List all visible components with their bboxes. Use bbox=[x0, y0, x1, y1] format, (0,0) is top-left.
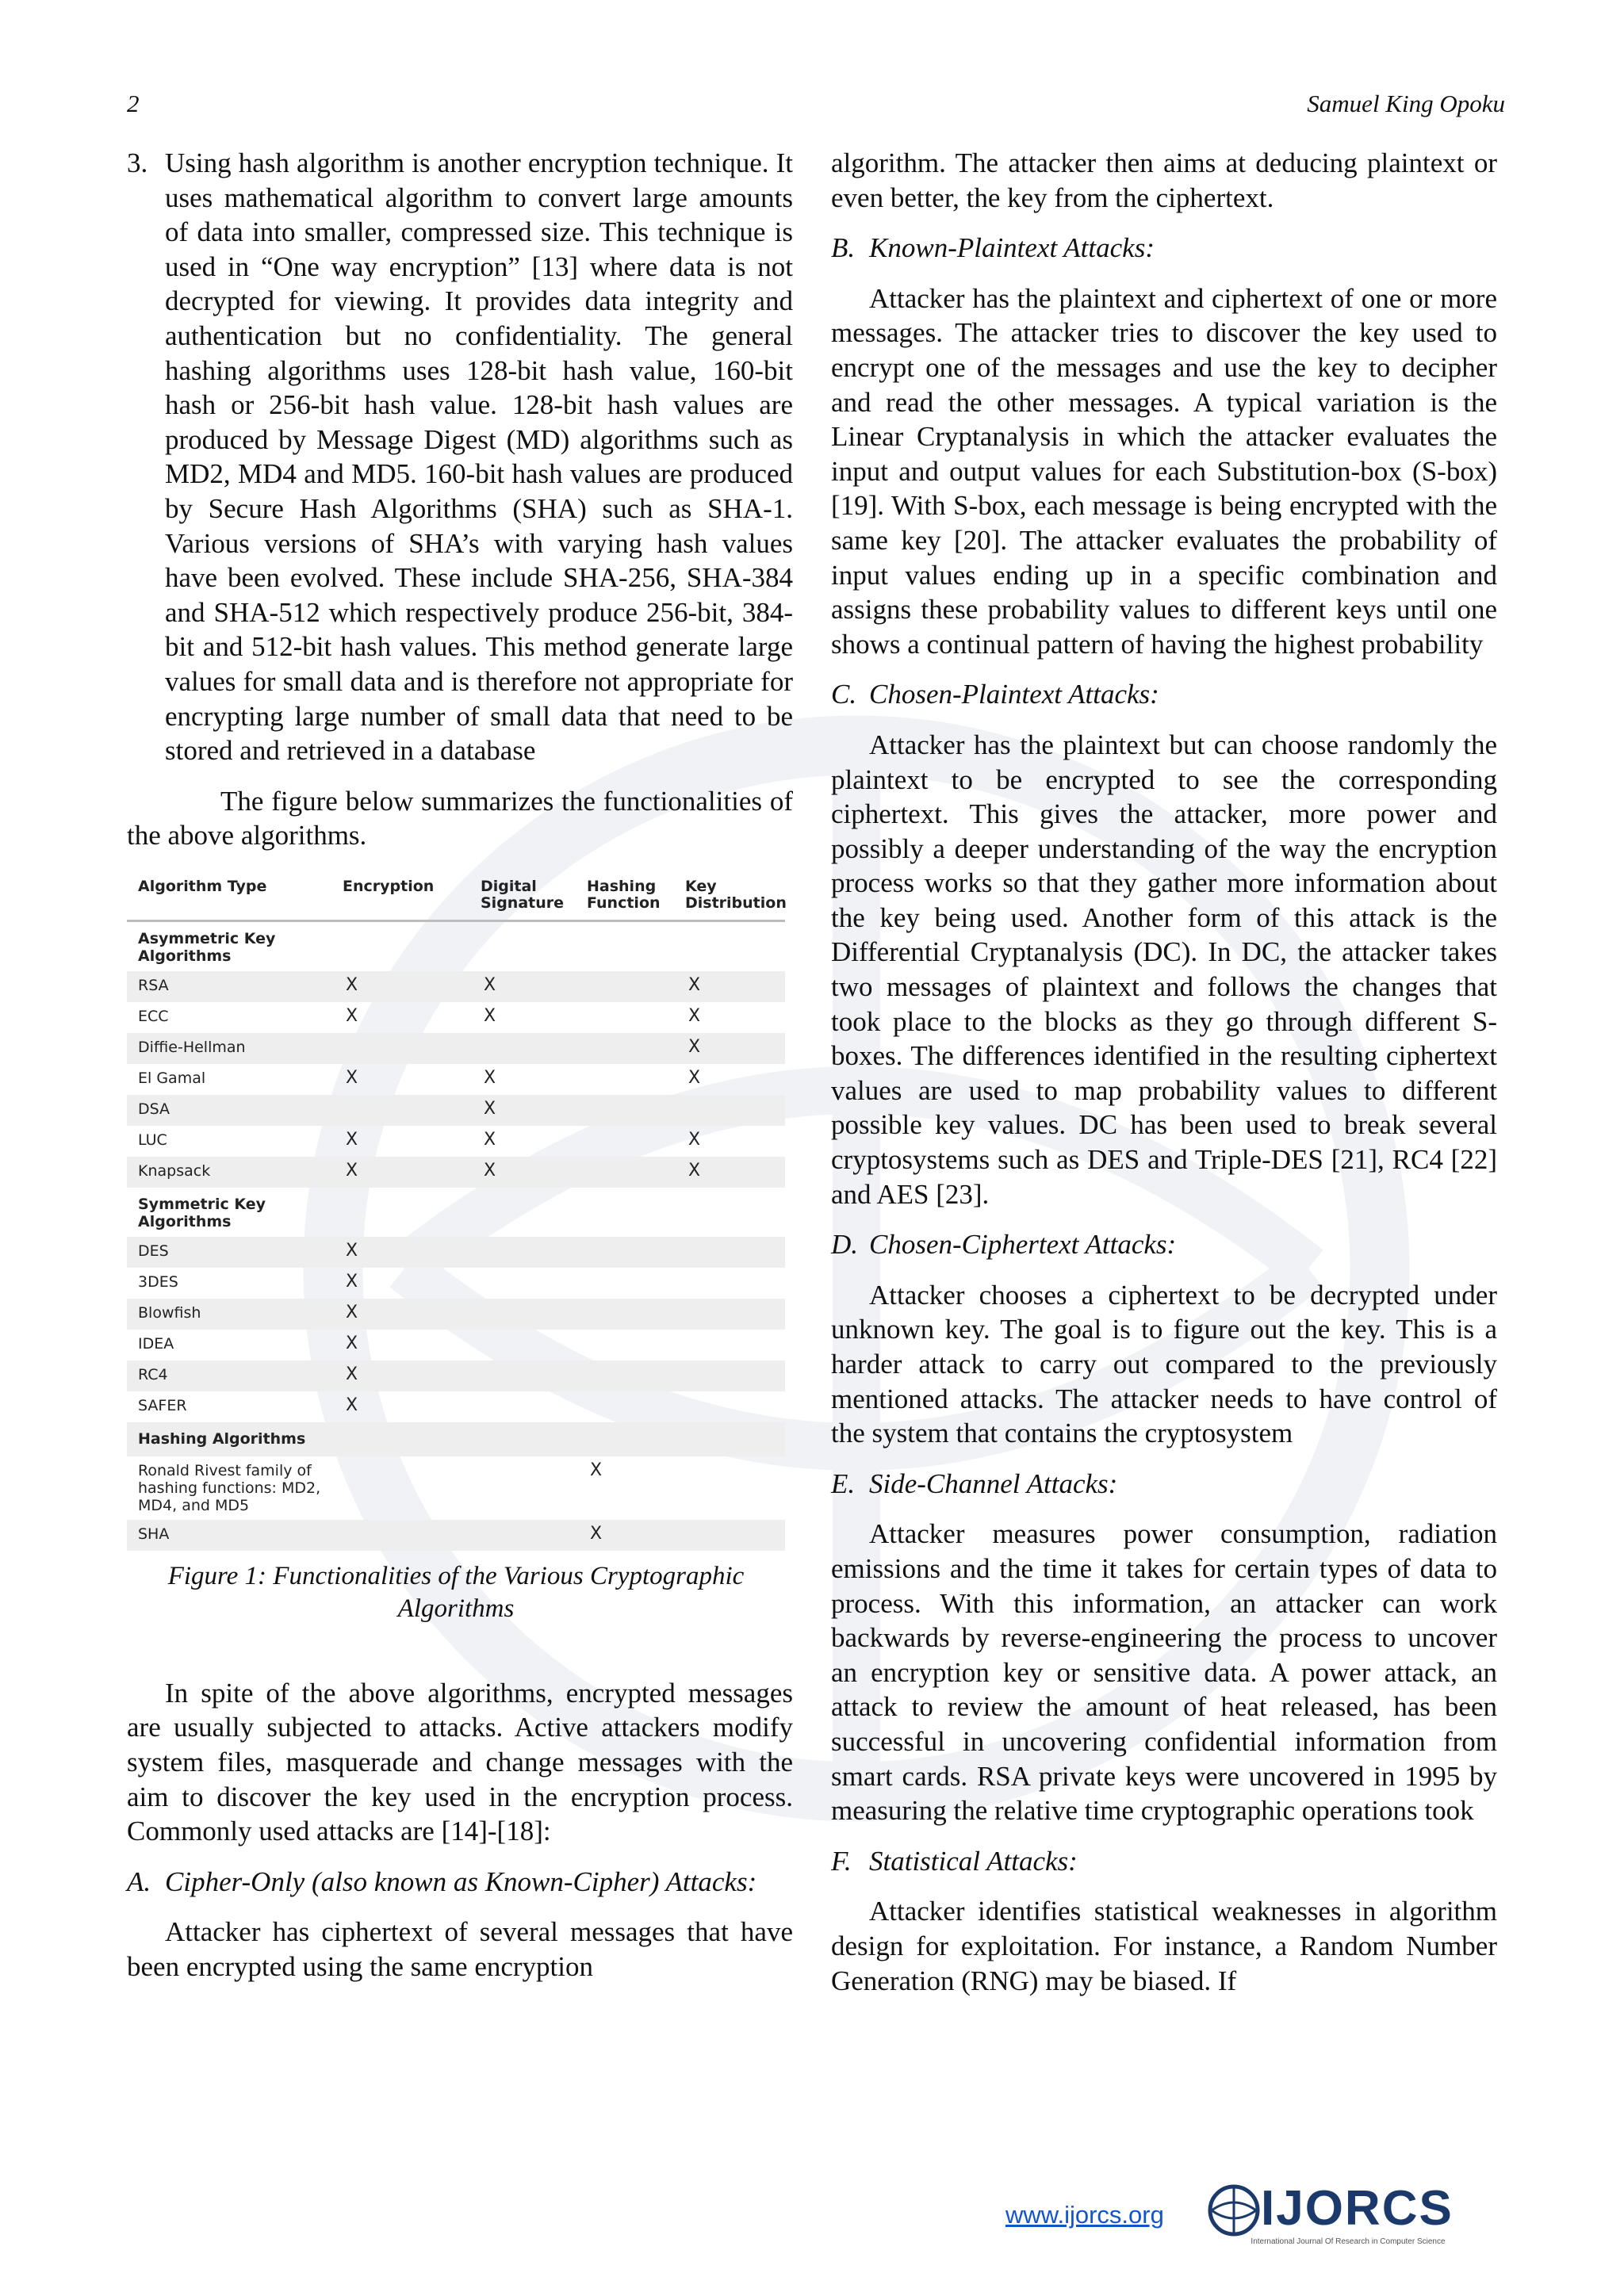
table-cell bbox=[331, 1188, 469, 1237]
table-cell: X bbox=[576, 1520, 674, 1551]
table-cell: X bbox=[484, 1067, 496, 1088]
paragraph-a: Attacker has ciphertext of several messages that have been encrypted using the same encryption bbox=[127, 1916, 793, 1983]
table-cell bbox=[331, 920, 469, 971]
table-cell bbox=[469, 1033, 576, 1064]
table-cell: X bbox=[469, 971, 576, 1002]
table-cell bbox=[674, 1360, 785, 1391]
row-label: Symmetric Key Algorithms bbox=[138, 1195, 266, 1230]
col-header: Hashing Function bbox=[576, 872, 674, 921]
table-cell: X bbox=[674, 1157, 785, 1188]
row-label: RC4 bbox=[127, 1360, 331, 1391]
table-group-row bbox=[127, 1422, 785, 1456]
figure-caption: Figure 1: Functionalities of the Various Cryptographic Algorithms bbox=[167, 1561, 745, 1623]
row-label: LUC bbox=[138, 1131, 167, 1149]
table-cell: X bbox=[331, 1237, 469, 1268]
row-label: DES bbox=[127, 1237, 331, 1268]
paragraph-continued: algorithm. The attacker then aims at deducing plaintext or even better, the key from the ciphertext. bbox=[831, 147, 1497, 213]
table-group-row bbox=[127, 920, 785, 971]
table-cell bbox=[576, 1095, 674, 1126]
heading-b bbox=[831, 231, 1497, 266]
table-cell: X bbox=[331, 1157, 469, 1188]
table-cell: X bbox=[674, 971, 785, 1002]
table-row bbox=[127, 1237, 785, 1268]
left-column bbox=[127, 146, 793, 1984]
row-label: RSA bbox=[127, 971, 331, 1002]
table-cell: X bbox=[674, 1033, 785, 1064]
table-cell bbox=[674, 1268, 785, 1299]
table-cell bbox=[576, 920, 674, 971]
journal-website-link[interactable]: www.ijorcs.org bbox=[1005, 2201, 1164, 2229]
table-row bbox=[127, 1391, 785, 1422]
row-label: Blowfish bbox=[127, 1299, 331, 1330]
paragraph-e: Attacker measures power consumption, radiation emissions and the time it takes for certain types of data to process. With this information, an attacker can work backwards by reverse-engineering the process to uncover an encryption key or sensitive data. A power attack, an attack to review the amount of heat released, has been successful in uncovering confidential information from smart cards. RSA private keys were uncovered in 1995 by measuring the relative time cryptographic operations took bbox=[831, 1518, 1497, 1827]
figure-1 bbox=[127, 872, 785, 1625]
table-cell bbox=[576, 1299, 674, 1330]
table-row bbox=[127, 1095, 785, 1126]
table-row bbox=[127, 1157, 785, 1188]
row-label: IDEA bbox=[138, 1334, 174, 1353]
heading-label: C. bbox=[831, 679, 857, 710]
table-cell: X bbox=[346, 1271, 358, 1292]
row-label: El Gamal bbox=[138, 1069, 206, 1087]
row-label: SHA bbox=[127, 1520, 331, 1551]
table-cell bbox=[469, 1330, 576, 1360]
table-cell: X bbox=[346, 1067, 358, 1088]
table-cell: X bbox=[346, 1395, 358, 1415]
table-row bbox=[127, 1456, 785, 1520]
table-header-row bbox=[127, 872, 785, 921]
row-label: Hashing Algorithms bbox=[127, 1422, 331, 1456]
table-cell bbox=[576, 1002, 674, 1033]
table-cell bbox=[469, 920, 576, 971]
col-header: Encryption bbox=[331, 872, 469, 921]
heading-text: Statistical Attacks: bbox=[869, 1845, 1078, 1877]
table-cell bbox=[674, 1391, 785, 1422]
page-number: 2 bbox=[127, 90, 140, 117]
table-cell bbox=[576, 1188, 674, 1237]
heading-label: F. bbox=[831, 1845, 852, 1877]
table-cell: X bbox=[331, 1299, 469, 1330]
table-cell bbox=[674, 1422, 785, 1456]
list-body: Using hash algorithm is another encryption technique. It uses mathematical algorithm to convert large amounts of data into smaller, compressed size. This technique is used in “One way encryption” [13] where data is not decrypted for viewing. It provides data integrity and authentication but no confidentiality. The general hashing algorithms uses 128-bit hash value, 160-bit hash or 256-bit hash value. 128-bit hash values are produced by Message Digest (MD) algorithms such as MD2, MD4 and MD5. 160-bit hash values are produced by Secure Hash Algorithms (SHA) such as SHA-1. Various versions of SHA’s with varying hash values have been evolved. These include SHA-256, SHA-384 and SHA-512 which respectively produce 256-bit, 384-bit and 512-bit hash values. This method generate large values for small data and is therefore not appropriate for encrypting large number of small data that need to be stored and retrieved in a database bbox=[165, 147, 793, 767]
table-cell bbox=[674, 920, 785, 971]
table-cell: X bbox=[688, 1129, 701, 1150]
row-label: 3DES bbox=[138, 1272, 178, 1291]
list-item-3 bbox=[127, 146, 793, 768]
paragraph-c: Attacker has the plaintext but can choose randomly the plaintext to be encrypted to see the corresponding ciphertext. This gives the attacker, more power and possibly a deeper understanding of the way the encryption process works so that they gather more information about the key being used. Another form of this attack is the Differential Cryptanalysis (DC). In DC, the attacker takes two messages of plaintext and follows the changes that took place to the blocks as they go through different S-boxes. The differences identified in the resulting ciphertext values are used to map probability values to different possible key values. DC has been used to break several cryptosystems such as DES and Triple-DES [21], RC4 [22] and AES [23]. bbox=[831, 729, 1497, 1210]
heading-text: Side-Channel Attacks: bbox=[869, 1468, 1118, 1499]
row-label: Knapsack bbox=[127, 1157, 331, 1188]
table-row bbox=[127, 1126, 785, 1157]
table-row bbox=[127, 1064, 785, 1095]
row-label: DSA bbox=[127, 1095, 331, 1126]
col-header: Digital Signature bbox=[469, 872, 576, 921]
table-row bbox=[127, 1330, 785, 1360]
table-cell: X bbox=[688, 1067, 701, 1088]
table-cell bbox=[331, 1520, 469, 1551]
journal-logo: IJORCS bbox=[1261, 2181, 1454, 2236]
table-cell bbox=[576, 1360, 674, 1391]
heading-f bbox=[831, 1844, 1497, 1879]
table-cell bbox=[674, 1095, 785, 1126]
table-cell bbox=[469, 1268, 576, 1299]
col-header: Algorithm Type bbox=[127, 872, 331, 921]
table-cell: X bbox=[484, 1129, 496, 1150]
journal-logo-subtitle: International Journal Of Research in Computer Science bbox=[1251, 2237, 1446, 2246]
table-cell bbox=[576, 1391, 674, 1422]
table-cell bbox=[674, 1188, 785, 1237]
table-cell bbox=[674, 1237, 785, 1268]
table-cell bbox=[674, 1299, 785, 1330]
heading-c bbox=[831, 677, 1497, 712]
table-cell bbox=[576, 971, 674, 1002]
heading-label: B. bbox=[831, 232, 856, 264]
table-cell bbox=[576, 1422, 674, 1456]
table-cell bbox=[576, 1126, 674, 1157]
row-label: SAFER bbox=[138, 1396, 187, 1414]
table-cell bbox=[674, 1456, 785, 1520]
crypto-functionality-table bbox=[127, 872, 785, 1551]
table-cell bbox=[576, 1033, 674, 1064]
table-cell bbox=[469, 1422, 576, 1456]
heading-label: E. bbox=[831, 1468, 856, 1499]
row-label: Ronald Rivest family of hashing functions: MD2, MD4, and MD5 bbox=[138, 1461, 321, 1514]
table-cell bbox=[576, 1237, 674, 1268]
table-cell: X bbox=[331, 971, 469, 1002]
heading-text: Chosen-Ciphertext Attacks: bbox=[869, 1229, 1177, 1261]
table-cell bbox=[331, 1033, 469, 1064]
heading-a bbox=[127, 1865, 793, 1900]
table-cell: X bbox=[469, 1095, 576, 1126]
paragraph-d: Attacker chooses a ciphertext to be decrypted under unknown key. The goal is to figure out the key. This is a harder attack to carry out compared to the previously mentioned attacks. The attacker needs to have control of the system that contains the cryptosystem bbox=[831, 1279, 1497, 1449]
heading-label: D. bbox=[831, 1229, 859, 1261]
table-cell bbox=[469, 1188, 576, 1237]
row-label: Diffie-Hellman bbox=[127, 1033, 331, 1064]
heading-text: Known-Plaintext Attacks: bbox=[869, 232, 1155, 264]
table-group-row bbox=[127, 1188, 785, 1237]
table-cell: X bbox=[590, 1460, 603, 1480]
table-cell bbox=[331, 1095, 469, 1126]
table-cell bbox=[469, 1391, 576, 1422]
table-cell bbox=[576, 1268, 674, 1299]
table-cell bbox=[674, 1520, 785, 1551]
table-row bbox=[127, 1033, 785, 1064]
table-cell bbox=[576, 1064, 674, 1095]
table-row bbox=[127, 971, 785, 1002]
paragraph-b: Attacker has the plaintext and ciphertext of one or more messages. The attacker tries to discover the key used to encrypt one of the messages and use the key to decipher and read the other messages. A typical variation is the Linear Cryptanalysis in which the attacker evaluates the input and output values for each Substitution-box (S-box) [19]. With S-box, each message is being encrypted with the same key [20]. The attacker evaluates the probability of input values ending up in a specific combination and assigns these probability values to different keys until one shows a continual pattern of having the highest probability bbox=[831, 282, 1497, 660]
col-header: Key Distribution bbox=[674, 872, 785, 921]
heading-text: Chosen-Plaintext Attacks: bbox=[869, 679, 1159, 710]
table-cell: X bbox=[331, 1360, 469, 1391]
table-cell bbox=[469, 1237, 576, 1268]
heading-label: A. bbox=[127, 1866, 151, 1897]
table-cell bbox=[469, 1456, 576, 1520]
table-row bbox=[127, 1360, 785, 1391]
paragraph-f: Attacker identifies statistical weaknesses in algorithm design for exploitation. For instance, a Random Number Generation (RNG) may be biased. If bbox=[831, 1896, 1497, 1996]
table-row bbox=[127, 1002, 785, 1033]
row-label: Asymmetric Key Algorithms bbox=[138, 929, 276, 965]
row-label: ECC bbox=[138, 1007, 169, 1025]
paragraph-attacks: In spite of the above algorithms, encrypted messages are usually subjected to attacks. Active attackers modify system files, masquerade and change messages with the aim to discover the key used in the encryption process. Commonly used attacks are [14]-[18]: bbox=[127, 1677, 793, 1847]
table-row bbox=[127, 1520, 785, 1551]
table-cell bbox=[674, 1330, 785, 1360]
table-cell: X bbox=[346, 1005, 358, 1026]
table-cell: X bbox=[688, 1005, 701, 1026]
running-header-author: Samuel King Opoku bbox=[1307, 90, 1505, 117]
heading-text: Cipher-Only (also known as Known-Cipher) Attacks: bbox=[165, 1866, 757, 1897]
table-cell: X bbox=[346, 1129, 358, 1150]
figure-intro: The figure below summarizes the functionalities of the above algorithms. bbox=[127, 785, 793, 851]
table-cell bbox=[469, 1520, 576, 1551]
right-column bbox=[831, 146, 1497, 1998]
table-row bbox=[127, 1299, 785, 1330]
table-cell bbox=[469, 1299, 576, 1330]
table-cell bbox=[331, 1456, 469, 1520]
table-cell: X bbox=[469, 1157, 576, 1188]
table-cell bbox=[331, 1422, 469, 1456]
table-cell bbox=[576, 1157, 674, 1188]
heading-e bbox=[831, 1467, 1497, 1502]
table-cell bbox=[469, 1360, 576, 1391]
table-cell: X bbox=[484, 1005, 496, 1026]
table-body bbox=[127, 920, 785, 1551]
table-cell bbox=[576, 1330, 674, 1360]
table-cell: X bbox=[346, 1333, 358, 1353]
list-number: 3. bbox=[127, 147, 148, 178]
heading-d bbox=[831, 1227, 1497, 1262]
table-row bbox=[127, 1268, 785, 1299]
